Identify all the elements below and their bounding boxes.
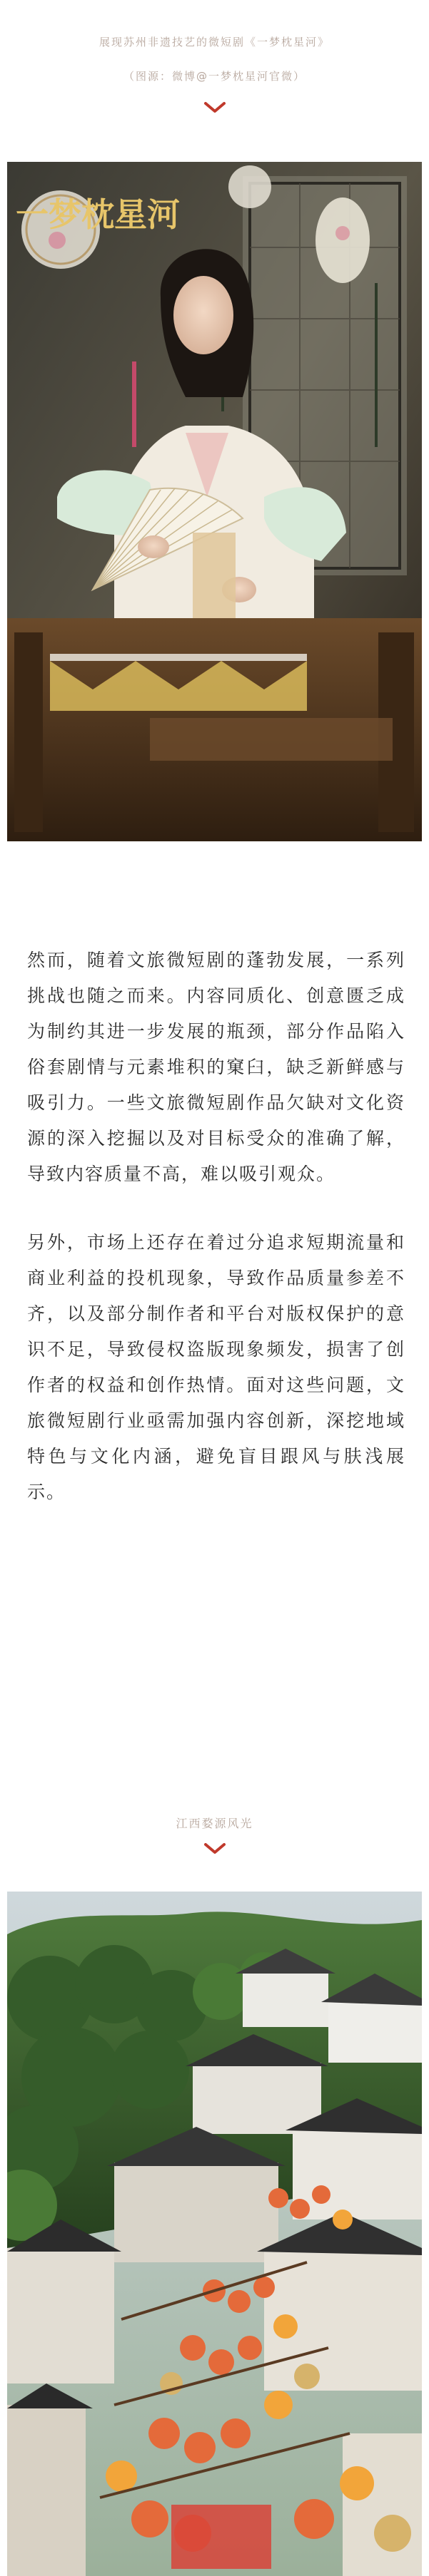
image-caption-line-2: （图源：微博@一梦枕星河官微） (123, 70, 306, 83)
body-paragraph-2: 另外，市场上还存在着过分追求短期流量和商业利益的投机现象，导致作品质量参差不齐，以及部分制作者和平台对版权保护的意识不足，导致侵权盗版现象频发，损害了创作者的权益和创作热情。面对这些问题，文旅微短剧行业亟需加强内容创新，深挖地域特色与文化内涵，避免盲目跟风与肤浅展示。 (27, 1232, 405, 1502)
drama-title-text: 一梦枕星河 (16, 195, 180, 234)
wuyuan-village-image (7, 1892, 422, 2576)
body-paragraph-1: 然而，随着文旅微短剧的蓬勃发展，一系列挑战也随之而来。内容同质化、创意匮乏成为制约其进一步发展的瓶颈，部分作品陷入俗套剧情与元素堆积的窠臼，缺乏新鲜感与吸引力。一些文旅微短剧作品欠缺对文化资源的深入挖掘以及对目标受众的准确了解，导致内容质量不高，难以吸引观众。 (27, 950, 405, 1184)
image-caption-2: 江西婺源风光 (176, 1817, 253, 1830)
chevron-down-icon (0, 1843, 429, 1854)
chevron-down-icon (0, 102, 429, 113)
drama-still-image (7, 162, 422, 841)
image-caption-line-1: 展现苏州非遗技艺的微短剧《一梦枕星河》 (99, 36, 330, 48)
